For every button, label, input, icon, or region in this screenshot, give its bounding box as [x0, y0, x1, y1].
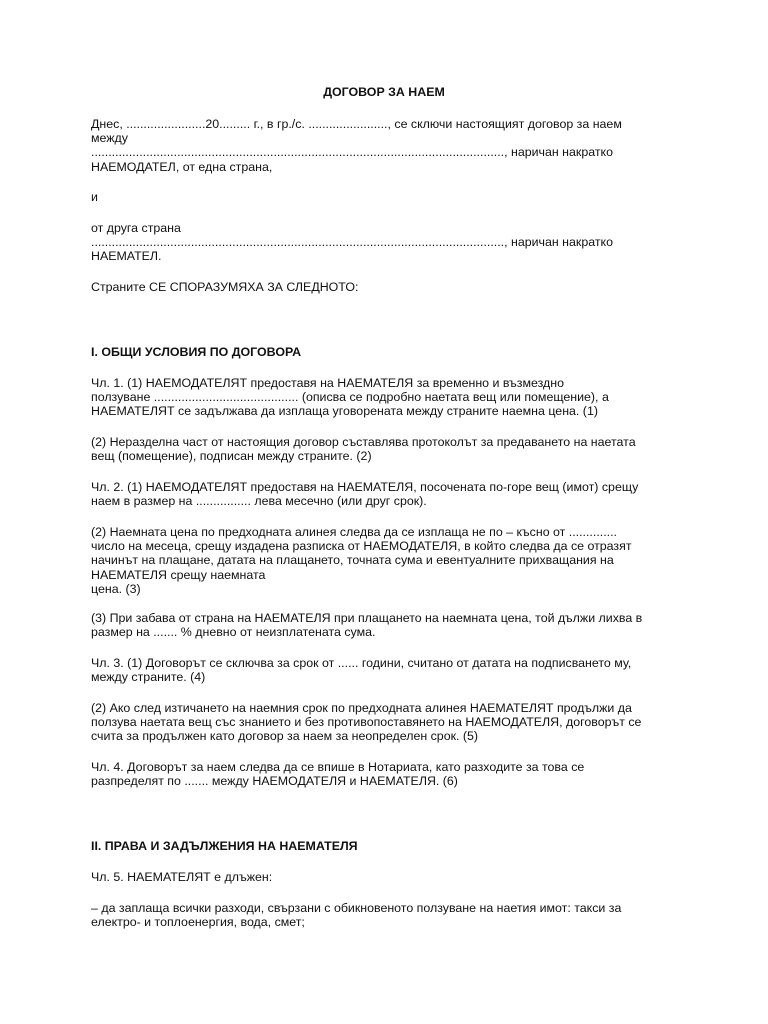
article-1-paragraph-2: (2) Неразделна част от настоящия договор съставлява протоколът за предаването на наетата вещ (помещение), подписан между страните. (2) — [91, 435, 636, 464]
section-1-heading: I. ОБЩИ УСЛОВИЯ ПО ДОГОВОРА — [91, 345, 302, 359]
document-title: ДОГОВОР ЗА НАЕМ — [323, 85, 445, 99]
article-2-paragraph-3: (3) При забава от страна на НАЕМАТЕЛЯ при плащането на наемната цена, той дължи лихва в размер на ....... % дневно от неизплатената сума. — [91, 611, 643, 640]
article-1-paragraph-1: Чл. 1. (1) НАЕМОДАТЕЛЯТ предоставя на НАЕМАТЕЛЯ за временно и възмездно ползуване .......................................... (описва се подробно наетата вещ или помещение), а НАЕМАТЕЛЯТ се задължава да изплаща уговорената между страните наемна цена. (1) — [91, 376, 609, 419]
article-3-paragraph-1: Чл. 3. (1) Договорът се сключва за срок от ...... години, считано от датата на подписването му, между страните. (4) — [91, 656, 632, 685]
article-4-paragraph: Чл. 4. Договорът за наем следва да се впише в Нотариата, като разходите за това се разпределят по ....... между НАЕМОДАТЕЛЯ и НАЕМАТЕЛЯ. (6) — [91, 760, 585, 789]
article-5-item-1: – да заплаща всички разходи, свързани с обикновеното ползуване на наетия имот: такси за електро- и топлоенергия, вода, смет; — [91, 901, 622, 930]
agreement-paragraph: Страните СЕ СПОРАЗУМЯХА ЗА СЛЕДНОТО: — [91, 280, 359, 294]
article-2-paragraph-1: Чл. 2. (1) НАЕМОДАТЕЛЯТ предоставя на НАЕМАТЕЛЯ, посочената по-горе вещ (имот) срещу наем в размер на ................ лева месечно (или друг срок). — [91, 480, 639, 509]
article-5-paragraph: Чл. 5. НАЕМАТЕЛЯТ е длъжен: — [91, 870, 273, 884]
other-party-paragraph: от друга страна ........................................................................................................................, наричан накратко НАЕМАТЕЛ. — [91, 221, 613, 264]
article-3-paragraph-2: (2) Ако след изтичането на наемния срок по предходната алинея НАЕМАТЕЛЯТ продължи да ползува наетата вещ със знанието и без противопоставянето на НАЕМОДАТЕЛЯ, договорът се счита за продължен като договор за наем за неопределен срок. (5) — [91, 701, 642, 744]
section-2-heading: II. ПРАВА И ЗАДЪЛЖЕНИЯ НА НАЕМАТЕЛЯ — [91, 839, 358, 853]
intro-paragraph: Днес, .......................20......... г., в гр./с. ......................., се сключи настоящият договор за наем между ........................................................................................................................, наричан накратко НАЕМОДАТЕЛ, от една страна, — [91, 117, 622, 174]
and-paragraph: и — [91, 190, 98, 204]
article-2-paragraph-2: (2) Наемната цена по предходната алинея следва да се изплаща не по – късно от .............. число на месеца, срещу издадена разписка от НАЕМОДАТЕЛЯ, в който следва да се отразят начинът на плащане, датата на плащането, точната сума и евентуалните прихващания на НАЕМАТЕЛЯ срещу наемната цена. (3) — [91, 525, 632, 596]
